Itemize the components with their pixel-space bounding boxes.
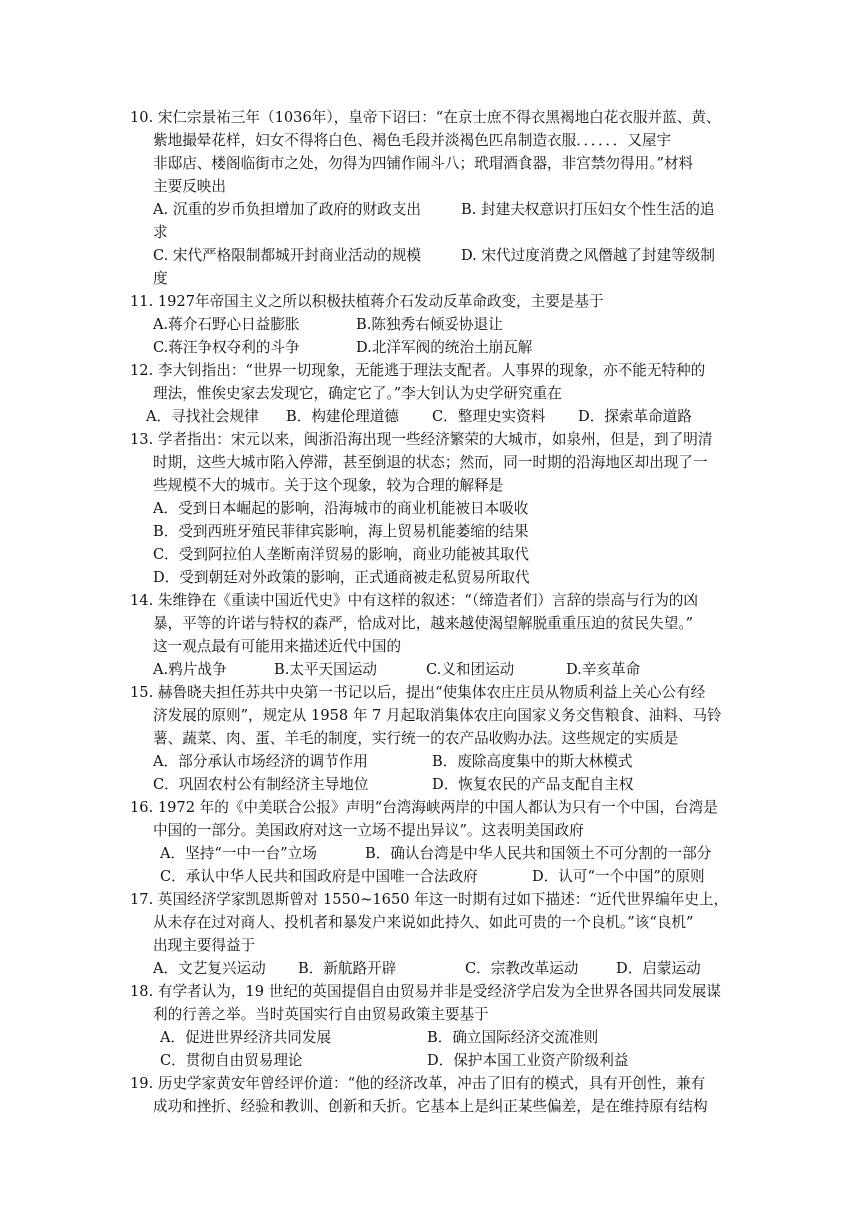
- question-15-stem-line-2: 济发展的原则”，规定从 1958 年 7 月起取消集体农庄向国家义务交售粮食、油料、马铃: [153, 707, 722, 724]
- question-13-stem-line-2: 时期，这些大城市陷入停滞，甚至倒退的状态；然而，同一时期的沿海地区却出现了一: [153, 454, 708, 471]
- question-11-option-b: B.陈独秀右倾妥协退让: [356, 316, 503, 333]
- question-17-option-b: B．新航路开辟: [298, 960, 397, 977]
- question-17-stem-line-1: 17. 英国经济学家凯恩斯曾对 1550~1650 年这一时期有过如下描述：“近代世界编年史上，: [130, 891, 729, 908]
- question-11-option-c: C.蒋汪争权夺利的斗争: [153, 339, 300, 356]
- question-14-stem-line-1: 14. 朱维铮在《重读中国近代史》中有这样的叙述：“（缔造者们）言辞的崇高与行为的凶: [130, 592, 698, 609]
- question-19-stem-line-1: 19. 历史学家黄安年曾经评价道：“他的经济改革，冲击了旧有的模式，具有开创性，兼有: [130, 1075, 706, 1092]
- question-13-option-a: A．受到日本崛起的影响，沿海城市的商业机能被日本吸收: [153, 500, 529, 517]
- question-10-option-d: D. 宋代过度消费之风僭越了封建等级制: [461, 247, 715, 264]
- question-14-option-c: C.义和团运动: [426, 661, 515, 678]
- question-16-option-b: B．确认台湾是中华人民共和国领土不可分割的一部分: [365, 845, 712, 862]
- question-18-stem-line-1: 18. 有学者认为，19 世纪的英国提倡自由贸易并非是受经济学启发为全世界各国共同发展谋: [130, 983, 722, 1000]
- question-10-option-b: B. 封建夫权意识打压妇女个性生活的追: [461, 201, 715, 218]
- question-16-option-d: D．认可“一个中国”的原则: [532, 868, 705, 885]
- question-18-option-b: B．确立国际经济交流准则: [427, 1029, 599, 1046]
- question-18-option-a: A．促进世界经济共同发展: [160, 1029, 332, 1046]
- question-10-option-c: C. 宋代严格限制都城开封商业活动的规模: [153, 247, 422, 264]
- question-12-stem-line-1: 12. 李大钊指出：“世界一切现象，无能逃于理法支配者。人事界的现象，亦不能无特种的: [130, 362, 706, 379]
- question-17-stem-line-3: 出现主要得益于: [153, 937, 256, 954]
- question-12-stem-line-2: 理法，惟俟史家去发现它，确定它了。”李大钊认为史学研究重在: [153, 385, 562, 402]
- question-14-stem-line-3: 这一观点最有可能用来描述近代中国的: [153, 638, 402, 655]
- question-14-option-b: B.太平天国运动: [274, 661, 377, 678]
- question-17-stem-line-2: 从未存在过对商人、投机者和暴发户来说如此持久、如此可贵的一个良机。”该“良机”: [153, 914, 694, 931]
- question-16-stem-line-2: 中国的一部分。美国政府对这一立场不提出异议”。这表明美国政府: [153, 822, 584, 839]
- question-13-option-b: B．受到西班牙殖民菲律宾影响，海上贸易机能萎缩的结果: [153, 523, 529, 540]
- question-16-option-c: C．承认中华人民共和国政府是中国唯一合法政府: [160, 868, 478, 885]
- question-12-option-a: A．寻找社会规律: [146, 408, 259, 425]
- question-18-option-c: C．贯彻自由贸易理论: [160, 1052, 303, 1069]
- question-14-option-d: D.辛亥革命: [566, 661, 641, 678]
- question-15-stem-line-1: 15. 赫鲁晓夫担任苏共中央第一书记以后，提出“使集体农庄庄员从物质利益上关心公有经: [130, 684, 706, 701]
- question-10-option-a: A. 沉重的岁币负担增加了政府的财政支出: [153, 201, 421, 218]
- question-11-option-d: D.北洋军阀的统治土崩瓦解: [356, 339, 533, 356]
- question-15-option-d: D．恢复农民的产品支配自主权: [432, 776, 634, 793]
- question-10-stem-line-1: 10. 宋仁宗景祐三年（1036年），皇帝下诏曰：“在京士庶不得衣黑褐地白花衣服并蓝、黄、: [130, 109, 721, 126]
- question-10-stem-line-4: 主要反映出: [153, 178, 226, 195]
- question-17-option-a: A．文艺复兴运动: [153, 960, 266, 977]
- question-11-option-a: A.蒋介石野心日益膨胀: [153, 316, 300, 333]
- question-10-option-b-cont: 求: [153, 224, 168, 241]
- question-13-option-d: D．受到朝廷对外政策的影响，正式通商被走私贸易所取代: [153, 569, 530, 586]
- question-14-stem-line-2: 暴，平等的许诺与特权的森严，恰成对比，越来越使渴望解脱重重压迫的贫民失望。”: [153, 615, 694, 632]
- question-18-option-d: D．保护本国工业资产阶级利益: [427, 1052, 629, 1069]
- question-15-option-a: A．部分承认市场经济的调节作用: [153, 753, 368, 770]
- question-17-option-c: C．宗教改革运动: [465, 960, 579, 977]
- question-12-option-d: D．探索革命道路: [578, 408, 692, 425]
- question-14-option-a: A.鸦片战争: [153, 661, 227, 678]
- question-13-stem-line-3: 些规模不大的城市。关于这个现象，较为合理的解释是: [153, 477, 504, 494]
- question-12-option-c: C．整理史实资料: [432, 408, 546, 425]
- question-16-stem-line-1: 16. 1972 年的《中美联合公报》声明“台湾海峡两岸的中国人都认为只有一个中国，台湾是: [130, 799, 718, 816]
- question-10-stem-line-2: 紫地撮晕花样，妇女不得将白色、褐色毛段并淡褐色匹帛制造衣服．．．．．．又屋宇: [153, 132, 672, 149]
- question-13-option-c: C．受到阿拉伯人垄断南洋贸易的影响，商业功能被其取代: [153, 546, 530, 563]
- question-16-option-a: A．坚持“一中一台”立场: [160, 845, 317, 862]
- question-19-stem-line-2: 成功和挫折、经验和教训、创新和夭折。它基本上是纠正某些偏差，是在维持原有结构: [153, 1098, 708, 1115]
- question-15-option-b: B．废除高度集中的斯大林模式: [432, 753, 633, 770]
- question-18-stem-line-2: 利的行善之举。当时英国实行自由贸易政策主要基于: [153, 1006, 489, 1023]
- question-13-stem-line-1: 13. 学者指出：宋元以来，闽浙沿海出现一些经济繁荣的大城市，如泉州，但是，到了明清: [130, 431, 713, 448]
- question-12-option-b: B．构建伦理道德: [286, 408, 399, 425]
- question-15-option-c: C．巩固农村公有制经济主导地位: [153, 776, 369, 793]
- question-11-stem-line-1: 11. 1927年帝国主义之所以积极扶植蒋介石发动反革命政变，主要是基于: [130, 293, 604, 310]
- question-10-stem-line-3: 非邸店、楼阁临街市之处，勿得为四铺作闹斗八；玳瑁酒食器，非宫禁勿得用。”材料: [153, 155, 694, 172]
- question-15-stem-line-3: 薯、蔬菜、肉、蛋、羊毛的制度，实行统一的农产品收购办法。这些规定的实质是: [153, 730, 679, 747]
- question-17-option-d: D．启蒙运动: [616, 960, 701, 977]
- question-10-option-d-cont: 度: [153, 270, 168, 287]
